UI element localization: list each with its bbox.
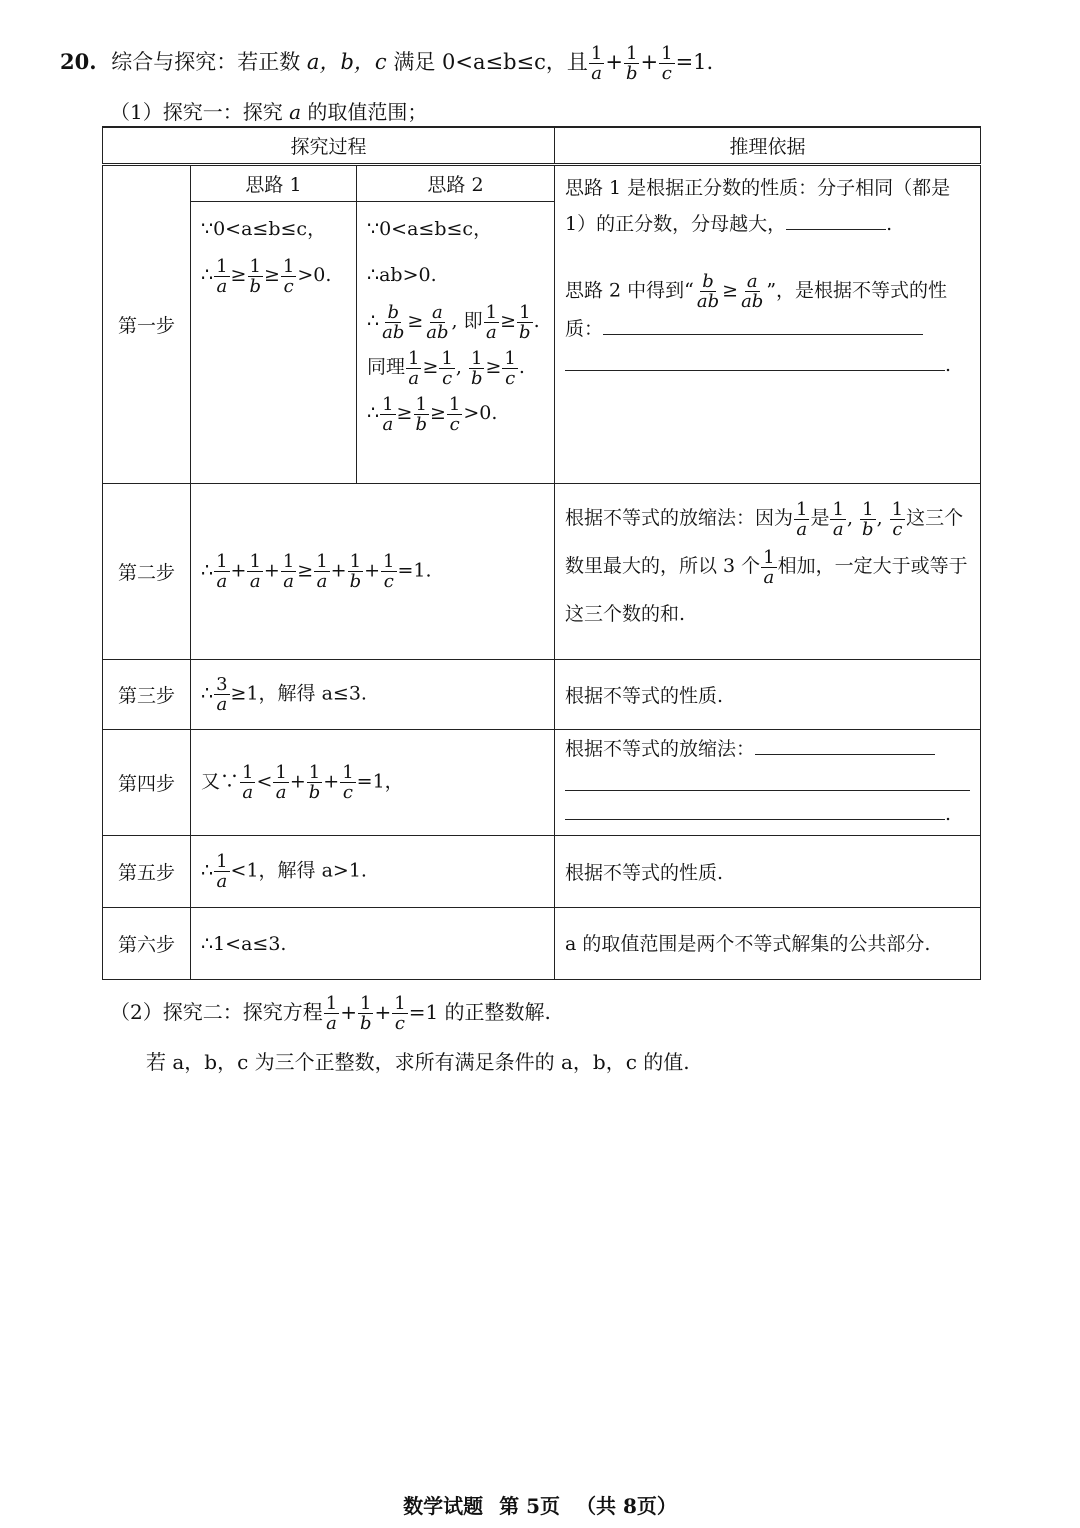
answer-blank[interactable] [786,211,886,230]
step-label: 第四步 [103,730,191,836]
step1-basis: 思路 1 是根据正分数的性质：分子相同（都是 1）的正分数，分母越大， . 思路 2 中得到“ $\frac{b}{ab}$ ≥ $\frac{a}{ab}$ ”，是根据不等式的性质： . [555,165,981,484]
step1-idea1: ∵0<a≤b≤c， ∴ $\frac{1}{a}$ ≥ $\frac{1}{b}$ ≥ $\frac{1}{c}$ >0. [191,202,357,484]
question-header: 20. 综合与探究：若正数 a，b，c 满足 0<a≤b≤c，且 $\frac{1}{a}$ + $\frac{1}{b}$ + $\frac{1}{c}$ =1. [60,43,714,84]
condition-lead: 满足 [393,50,436,74]
footer-total: （共 8页） [576,1494,677,1518]
step-label: 第六步 [103,908,191,980]
step-label: 第二步 [103,484,191,660]
header-process: 探究过程 [103,127,555,165]
step3-process: ∴ $\frac{3}{a}$ ≥1，解得 a≤3. [191,660,555,730]
condition: 0<a≤b≤c， [442,50,567,74]
answer-blank[interactable] [565,352,945,371]
step1-idea2: ∵0<a≤b≤c， ∴ab>0. ∴ $\frac{b}{ab}$ ≥ $\frac{a}{ab}$ , 即 $\frac{1}{a}$ ≥ $\frac{1}{b}$ . 同理 $\frac{1}{a}$ ≥ $\frac{1}{c}$ , $\frac{1}{b}$ ≥ $\frac{1}{c}$ . ∴ $\frac{1}{a}$ ≥ $\frac{1}{b}$ ≥ $\frac{1}{c}$ >0. [357,202,555,484]
step5-process: ∴ $\frac{1}{a}$ <1，解得 a>1. [191,836,555,908]
step-label: 第三步 [103,660,191,730]
part2-question: 若 a，b，c 为三个正整数，求所有满足条件的 a，b，c 的值. [146,1050,690,1074]
answer-blank[interactable] [755,736,935,755]
answer-blank[interactable] [565,764,970,791]
step6-process: ∴1<a≤3. [191,908,555,980]
page-footer [0,1490,1080,1519]
step3-basis: 根据不等式的性质. [555,660,981,730]
step-label: 第五步 [103,836,191,908]
question-title: 综合与探究：若正数 [111,50,301,74]
fraction: $\frac{1}{a}$ [590,43,603,84]
eq-lead: 且 [566,50,588,74]
header-idea2: 思路 2 [357,165,555,202]
fraction: $\frac{1}{c}$ [661,43,673,84]
fraction: $\frac{1}{b}$ [625,43,638,84]
step4-basis: 根据不等式的放缩法： . [555,730,981,836]
step2-process: ∴ $\frac{1}{a}$ + $\frac{1}{a}$ + $\frac{1}{a}$ ≥ $\frac{1}{a}$ + $\frac{1}{b}$ + $\frac{1}{c}$ =1. [191,484,555,660]
eq-tail: =1. [675,50,714,74]
step4-process: 又∵ $\frac{1}{a}$ < $\frac{1}{a}$ + $\frac{1}{b}$ + $\frac{1}{c}$ =1， [191,730,555,836]
question-vars: a，b，c [306,50,387,74]
part2-heading: （2）探究二：探究方程 $\frac{1}{a}$ + $\frac{1}{b}$ + $\frac{1}{c}$ =1 的正整数解. [110,993,551,1034]
footer-page: 第 5页 [499,1494,560,1518]
step2-basis: 根据不等式的放缩法：因为 $\frac{1}{a}$ 是 $\frac{1}{a}$ , $\frac{1}{b}$ , $\frac{1}{c}$ 这三个数里最大的，所以 3 个 $\frac{1}{a}$ 相加，一定大于或等于这三个数的和. [555,484,981,660]
step-label: 第一步 [103,165,191,484]
question-number: 20. [60,49,97,74]
part1-heading: （1）探究一：探究 a 的取值范围； [110,100,428,124]
answer-blank[interactable] [565,801,945,820]
exploration-table [102,126,981,980]
answer-blank[interactable] [603,316,923,335]
header-basis: 推理依据 [555,127,981,165]
footer-subject: 数学试题 [403,1494,484,1518]
header-idea1: 思路 1 [191,165,357,202]
step5-basis: 根据不等式的性质. [555,836,981,908]
step6-basis: a 的取值范围是两个不等式解集的公共部分. [555,908,981,980]
